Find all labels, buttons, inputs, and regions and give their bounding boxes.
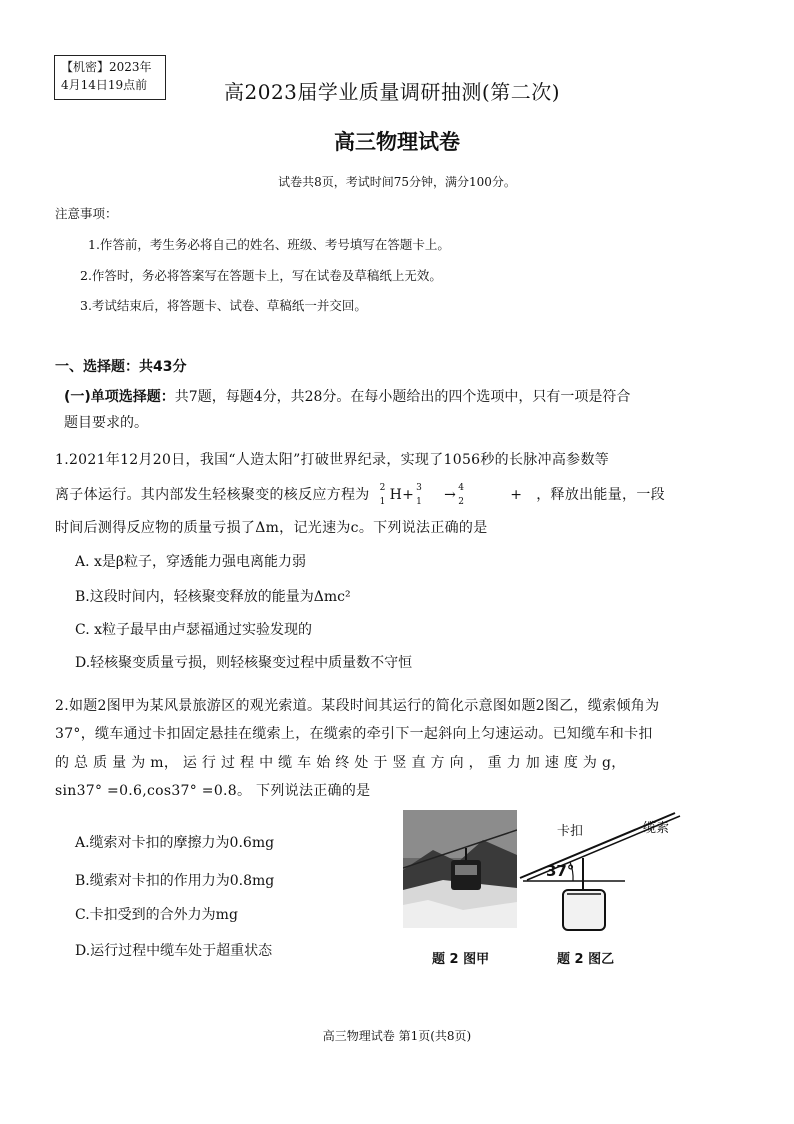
q1-line-1: 1.2021年12月20日，我国“人造太阳”打破世界纪录，实现了1056秒的长脉冲高参数等 [55,452,610,468]
angle-label: 37° [546,862,575,880]
q2-line-3: 的 总 质 量 为 m， 运 行 过 程 中 缆 车 始 终 处 于 竖 直 方 向 ， 重 力 加 速 度 为 g， [55,755,626,771]
subsection-text: 共7题，每题4分，共28分。在每小题给出的四个选项中，只有一项是符合 [174,389,631,405]
q1-sup-a: 2 [379,483,386,493]
q1-option-c: C. x粒子最早由卢瑟福通过实验发现的 [75,622,313,638]
confidential-line-2: 4月14日19点前 [61,78,148,92]
q1-line-2-post: ，释放出能量，一段 [536,487,665,503]
q1-eq-h: H+ [389,487,415,503]
notes-heading: 注意事项： [55,206,118,221]
q1-option-b: B.这段时间内，轻核聚变释放的能量为Δmc² [75,589,351,605]
confidential-line-1: 【机密】2023年 [61,60,152,74]
q2-line-4: sin37° =0.6,cos37° =0.8。 下列说法正确的是 [55,783,371,799]
q1-eq-arrow: → [444,487,457,503]
note-item-1: 1.作答前，考生务必将自己的姓名、班级、考号填写在答题卡上。 [88,237,450,252]
exam-meta: 试卷共8页，考试时间75分钟，满分100分。 [278,175,516,189]
q1-sub-b: 1 [416,497,423,507]
q2-line-2: 37°，缆车通过卡扣固定悬挂在缆索上，在缆索的牵引下一起斜向上匀速运动。已知缆车和卡扣 [55,726,653,742]
subsection-heading [64,386,630,406]
exam-subject-title: 高三物理试卷 [334,130,460,154]
q1-option-d: D.轻核聚变质量亏损，则轻核聚变过程中质量数不守恒 [75,655,413,671]
q2-option-d: D.运行过程中缆车处于超重状态 [75,943,273,959]
q1-option-a: A. x是β粒子，穿透能力强电离能力弱 [75,554,306,570]
q2-option-b: B.缆索对卡扣的作用力为0.8mg [75,873,275,889]
q1-line-2-pre: 离子体运行。其内部发生轻核聚变的核反应方程为 [55,487,370,503]
subsection-bold: (一)单项选择题： [64,389,175,405]
cable-label: 缆索 [643,821,670,836]
q2-option-a: A.缆索对卡扣的摩擦力为0.6mg [75,835,275,851]
q2-option-c: C.卡扣受到的合外力为mg [75,907,238,923]
fig-b-caption: 题 2 图乙 [557,952,615,967]
note-item-2: 2.作答时，务必将答案写在答题卡上，写在试卷及草稿纸上无效。 [80,268,442,283]
subsection-line-2: 题目要求的。 [64,415,148,431]
confidential-box [54,55,166,100]
q1-sub-c: 2 [458,497,465,507]
exam-series-title: 高2023届学业质量调研抽测(第二次) [224,80,561,104]
q1-line-2 [55,483,665,507]
note-item-3: 3.考试结束后，将答题卡、试卷、草稿纸一并交回。 [80,298,367,313]
cable-car-photo [403,810,517,928]
page-footer: 高三物理试卷 第1页(共8页) [322,1029,472,1043]
clip-label: 卡扣 [557,824,584,839]
q1-eq-plus: + [510,487,523,503]
q1-line-3: 时间后测得反应物的质量亏损了Δm，记光速为c。下列说法正确的是 [55,520,488,536]
q1-sup-b: 3 [416,483,423,493]
q1-sup-c: 4 [458,483,465,493]
q2-line-1: 2.如题2图甲为某风景旅游区的观光索道。某段时间其运行的简化示意图如题2图乙，缆索倾角为 [55,698,660,714]
fig-a-caption: 题 2 图甲 [432,952,490,967]
section-heading: 一、选择题：共43分 [55,359,187,375]
q1-sub-a: 1 [379,497,386,507]
